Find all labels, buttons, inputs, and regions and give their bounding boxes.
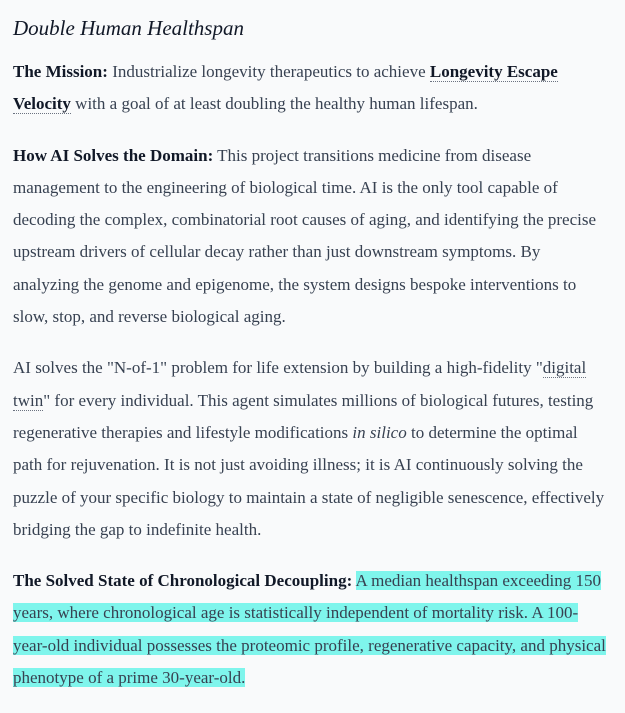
domain-paragraph — [13, 140, 609, 334]
mission-text-after: with a goal of at least doubling the healthy human lifespan. — [70, 94, 478, 114]
nof1-text-after: to determine the optimal path for rejuvenation. It is not just avoiding illness; it is AI continuously solving the puzzle of your specific biology to maintain a state of negligible senescence, effectively bridging the gap to indefinite health. — [13, 422, 605, 539]
solved-heading: The Solved State of Chronological Decoupling: — [13, 571, 353, 591]
longevity-escape-velocity-term[interactable]: Longevity Escape Velocity — [13, 62, 558, 114]
domain-heading: How AI Solves the Domain: — [13, 145, 214, 165]
nof1-text-before: AI solves the "N-of-1" problem for life extension by building a high-fidelity " — [13, 358, 543, 378]
solved-paragraph — [13, 565, 609, 694]
nof1-text-middle: " for every individual. This agent simulates millions of biological futures, testing regenerative therapies and lifestyle modifications — [13, 390, 594, 442]
page-title: Double Human Healthspan — [13, 16, 244, 40]
nof1-paragraph — [13, 352, 609, 546]
mission-text-before: Industrialize longevity therapeutics to achieve — [107, 62, 430, 81]
mission-heading: The Mission: — [13, 62, 108, 81]
highlighted-text[interactable]: A median healthspan exceeding 150 years, where chronological age is statistically independent of mortality risk. A 100-year-old individual possesses the proteomic profile, regenerative capacity, and physical phenotype of a prime 30-year-old. — [13, 571, 606, 688]
domain-text: This project transitions medicine from disease management to the engineering of biological time. AI is the only tool capable of decoding the complex, combinatorial root causes of aging, and identifying the precise upstream drivers of cellular decay rather than just downstream symptoms. By analyzing the genome and epigenome, the system designs bespoke interventions to slow, stop, and reverse biological aging. — [13, 145, 597, 327]
digital-twin-term[interactable]: digital twin — [13, 358, 587, 410]
mission-paragraph — [13, 56, 609, 121]
in-silico-italic: in silico — [352, 422, 407, 442]
